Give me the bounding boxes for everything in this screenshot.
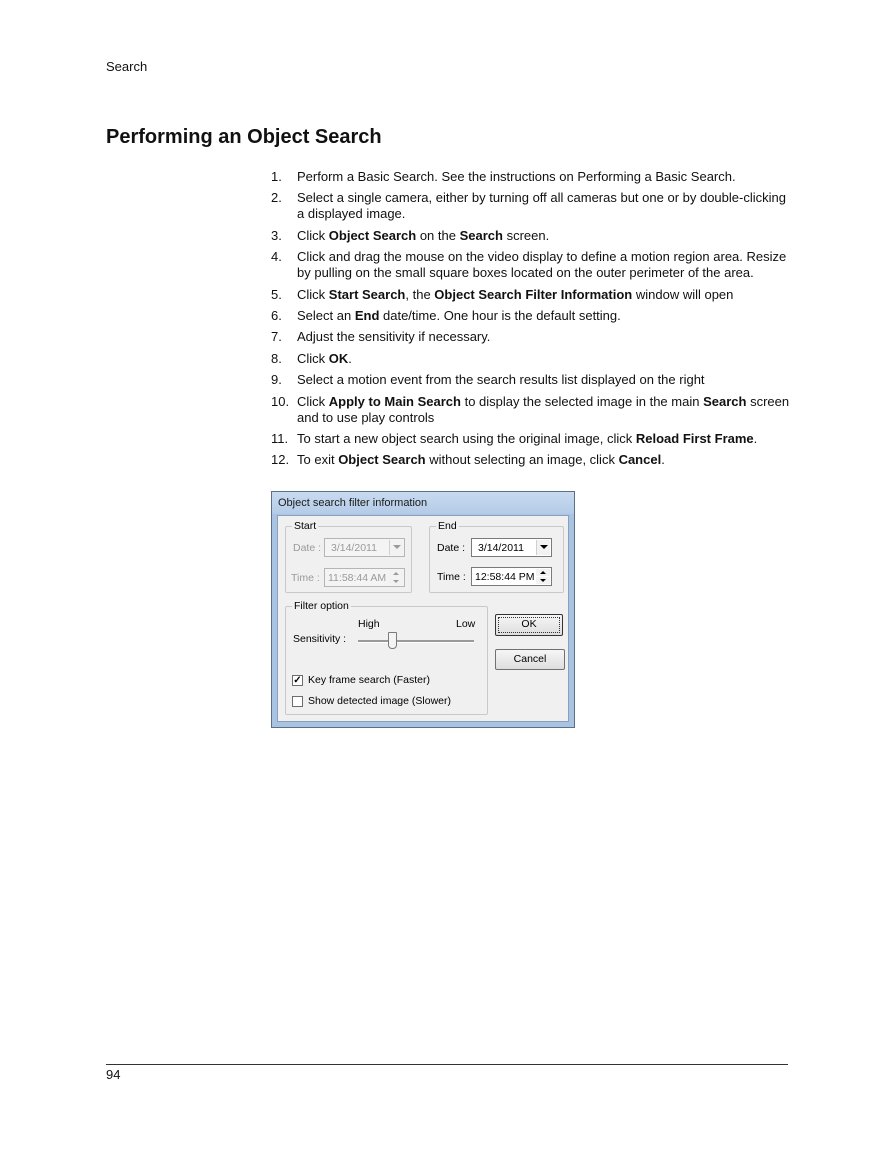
sensitivity-high-label: High: [358, 618, 380, 630]
step-number: 8.: [271, 350, 282, 366]
object-search-filter-dialog: [271, 491, 575, 728]
step-item: [271, 308, 791, 324]
start-time-spinner[interactable]: [324, 568, 405, 587]
show-detected-checkbox[interactable]: [292, 696, 303, 707]
step-text: [297, 308, 791, 324]
dialog-title: Object search filter information: [278, 497, 428, 509]
step-fragment: .: [753, 430, 758, 446]
step-item: [271, 329, 791, 345]
start-group: [285, 520, 412, 593]
step-number: 9.: [271, 372, 282, 388]
spin-down-icon[interactable]: [536, 577, 550, 584]
dialog-body: [277, 515, 569, 722]
end-legend: End: [438, 520, 457, 532]
step-item: [271, 190, 791, 222]
step-number: 11.: [271, 430, 289, 446]
step-emphasis: Search: [703, 393, 747, 409]
start-time-value: 11:58:44 AM: [328, 572, 387, 584]
step-fragment: Adjust the sensitivity if necessary.: [297, 329, 491, 345]
step-fragment: to display the selected image in the main: [460, 393, 704, 409]
step-fragment: Select a motion event from the search results list displayed on the right: [297, 372, 705, 388]
step-fragment: date/time. One hour is the default setting.: [379, 307, 621, 323]
step-text: [297, 190, 791, 222]
ok-button-label: OK: [521, 618, 537, 630]
step-fragment: Click: [297, 350, 329, 366]
chevron-down-icon[interactable]: [536, 540, 550, 555]
step-fragment: To start a new object search using the original image, click: [297, 430, 636, 446]
start-date-label: Date :: [293, 542, 322, 554]
step-text: [297, 351, 791, 367]
step-item: [271, 169, 791, 185]
cancel-button[interactable]: [495, 649, 565, 670]
step-text: [297, 249, 791, 281]
dialog-titlebar[interactable]: [272, 492, 574, 514]
start-legend: Start: [294, 520, 317, 532]
spin-down-icon[interactable]: [389, 578, 403, 585]
end-group: [429, 520, 564, 593]
step-emphasis: End: [354, 307, 380, 323]
running-header: Search: [106, 59, 148, 74]
footer-rule: [106, 1064, 788, 1065]
step-fragment: Perform a Basic Search. See the instructions on Performing a Basic Search.: [297, 169, 736, 184]
step-fragment: Click: [297, 286, 329, 302]
cancel-button-label: Cancel: [513, 653, 547, 665]
step-number: 3.: [271, 227, 282, 243]
step-emphasis: Object Search: [328, 227, 417, 243]
step-text: [297, 228, 791, 244]
end-date-label: Date :: [437, 542, 466, 554]
step-fragment: screen and to use play controls: [297, 393, 790, 425]
end-time-spinner[interactable]: [471, 567, 552, 586]
step-text: [297, 329, 791, 345]
step-fragment: window will open: [632, 286, 734, 302]
step-item: [271, 351, 791, 367]
step-emphasis: Cancel: [618, 452, 662, 468]
step-fragment: on the: [416, 227, 460, 243]
step-number: 2.: [271, 190, 282, 206]
step-number: 4.: [271, 249, 282, 265]
step-item: [271, 249, 791, 281]
step-number: 7.: [271, 329, 282, 345]
step-number: 12.: [271, 452, 290, 468]
step-emphasis: Apply to Main Search: [328, 393, 461, 409]
step-text: [297, 394, 791, 426]
step-fragment: without selecting an image, click: [425, 452, 619, 468]
step-fragment: .: [661, 452, 665, 468]
step-fragment: screen.: [502, 227, 550, 243]
step-emphasis: Search: [459, 227, 503, 243]
step-item: [271, 372, 791, 388]
step-emphasis: Object Search: [338, 452, 426, 468]
step-fragment: Click: [297, 227, 329, 243]
key-frame-checkbox[interactable]: ✓: [293, 675, 302, 686]
step-number: 10.: [271, 393, 290, 409]
step-emphasis: Start Search: [328, 286, 406, 302]
step-text: [297, 169, 791, 185]
end-time-spin-buttons[interactable]: [536, 569, 550, 584]
step-item: [271, 287, 791, 303]
step-fragment: Click and drag the mouse on the video display to define a motion region area. Resize by pulling on the small square boxes located on the outer perimeter of the area.: [297, 249, 787, 281]
step-fragment: Select a single camera, either by turning off all cameras but one or by double-clicking a displayed image.: [297, 190, 786, 222]
step-emphasis: Object Search Filter Information: [434, 286, 633, 302]
end-date-dropdown[interactable]: [471, 538, 552, 557]
sensitivity-slider-thumb[interactable]: [388, 632, 397, 649]
step-number: 6.: [271, 307, 282, 323]
step-item: [271, 228, 791, 244]
page-number: 94: [106, 1067, 121, 1082]
step-item: [271, 394, 791, 426]
filter-option-legend: Filter option: [294, 600, 349, 612]
page-title: Performing an Object Search: [106, 126, 382, 148]
step-emphasis: OK: [328, 350, 349, 366]
start-date-dropdown[interactable]: [324, 538, 405, 557]
key-frame-label: Key frame search (Faster): [308, 674, 430, 686]
spin-up-icon[interactable]: [389, 570, 403, 577]
step-text: [297, 431, 791, 447]
end-time-value: 12:58:44 PM: [475, 571, 535, 583]
steps-list: [271, 169, 791, 474]
step-item: [271, 452, 791, 468]
filter-option-group: [285, 600, 488, 715]
spin-up-icon[interactable]: [536, 569, 550, 576]
step-fragment: , the: [405, 286, 435, 302]
sensitivity-slider-track[interactable]: [358, 640, 474, 643]
step-fragment: To exit: [297, 452, 339, 468]
step-text: [297, 372, 791, 388]
step-number: 1.: [271, 169, 282, 184]
start-time-spin-buttons[interactable]: [389, 570, 403, 585]
step-fragment: .: [348, 350, 352, 366]
end-time-label: Time :: [437, 571, 466, 583]
end-date-value: 3/14/2011: [478, 542, 524, 554]
start-date-value: 3/14/2011: [331, 542, 377, 554]
step-item: [271, 431, 791, 447]
step-number: 5.: [271, 286, 282, 302]
focus-rectangle: [498, 617, 560, 633]
sensitivity-label: Sensitivity :: [293, 633, 347, 645]
sensitivity-low-label: Low: [456, 618, 476, 630]
step-text: [297, 452, 791, 468]
step-text: [297, 287, 791, 303]
show-detected-label: Show detected image (Slower): [308, 695, 451, 707]
start-time-label: Time :: [291, 572, 320, 584]
ok-button[interactable]: [495, 614, 563, 636]
step-fragment: Click: [297, 393, 329, 409]
step-fragment: Select an: [297, 307, 355, 323]
chevron-down-icon[interactable]: [389, 540, 403, 555]
step-emphasis: Reload First Frame: [635, 430, 754, 446]
